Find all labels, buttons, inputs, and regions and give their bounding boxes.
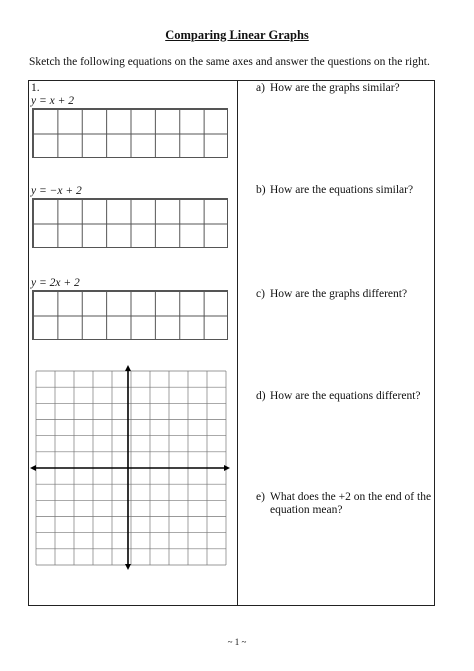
question-b: [256, 184, 440, 197]
table-of-values-grid-1[interactable]: [32, 108, 228, 158]
table-of-values-grid-3[interactable]: [32, 290, 228, 340]
question-e-text: What does the +2 on the end of the equation mean?: [270, 491, 432, 516]
equation-3: y = 2x + 2: [31, 277, 80, 289]
question-a-label: a): [256, 82, 265, 94]
question-c-text: How are the graphs different?: [270, 288, 408, 300]
question-d-text: How are the equations different?: [270, 390, 421, 402]
question-a-text: How are the graphs similar?: [270, 82, 400, 94]
table-of-values-grid-2[interactable]: [32, 198, 228, 248]
x-axis: [30, 465, 230, 471]
question-e: [256, 491, 440, 517]
question-d: [256, 390, 440, 403]
page-number: ~ 1 ~: [227, 637, 247, 647]
question-d-label: d): [256, 390, 266, 402]
column-divider: [237, 80, 238, 606]
coordinate-axes-grid[interactable]: [30, 365, 230, 570]
equation-2: y = −x + 2: [31, 185, 82, 197]
equation-1: y = x + 2: [31, 95, 74, 107]
question-a: [256, 82, 440, 95]
worksheet-title: Comparing Linear Graphs: [165, 28, 309, 42]
question-c-label: c): [256, 288, 265, 300]
question-e-label: e): [256, 491, 265, 503]
instructions: Sketch the following equations on the same axes and answer the questions on the right.: [29, 56, 430, 68]
question-b-label: b): [256, 184, 266, 196]
question-number: 1.: [31, 82, 40, 94]
question-b-text: How are the equations similar?: [270, 184, 414, 196]
question-c: [256, 288, 440, 301]
